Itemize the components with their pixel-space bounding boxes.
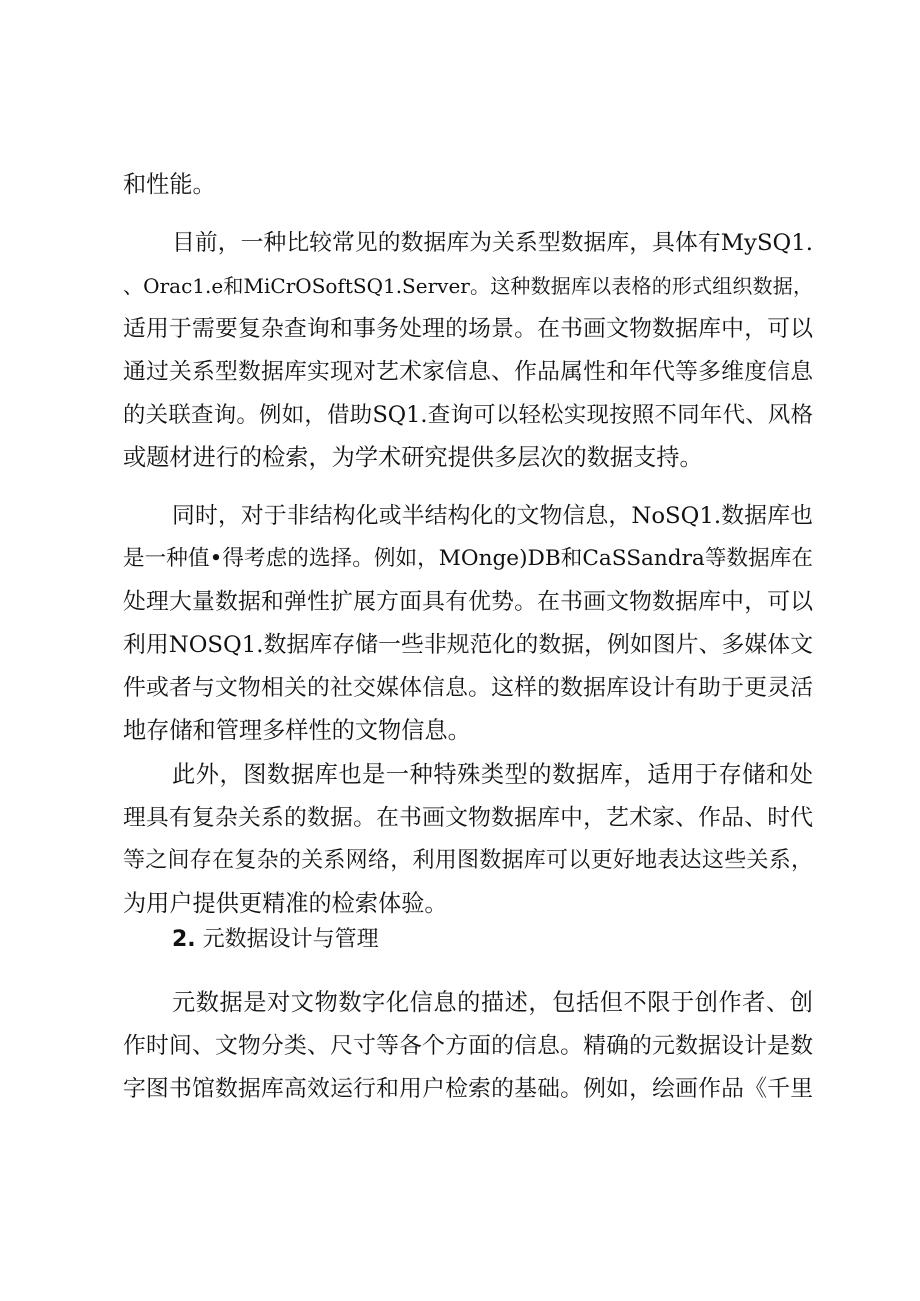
paragraph-line: 处理大量数据和弹性扩展方面具有优势。在书画文物数据库中，可以 [123,589,813,615]
section-number: 2. [172,927,196,952]
paragraph-line: 字图书馆数据库高效运行和用户检索的基础。例如，绘画作品《千里 [123,1076,813,1102]
paragraph-line: 元数据是对文物数字化信息的描述，包括但不限于创作者、创 [172,989,813,1016]
paragraph-line: 地存储和管理多样性的文物信息。 [123,717,471,744]
paragraph-line: 是一种值•得考虑的选择。例如，MOnge)DB和CaSSandra等数据库在 [123,546,813,571]
paragraph-line: 适用于需要复杂查询和事务处理的场景。在书画文物数据库中，可以 [123,316,813,342]
section-title: 元数据设计与管理 [202,927,379,952]
paragraph-line: 或题材进行的检索，为学术研究提供多层次的数据支持。 [123,444,703,471]
paragraph-line: 此外，图数据库也是一种特殊类型的数据库，适用于存储和处 [172,761,813,788]
paragraph-line: 目前，一种比较常见的数据库为关系型数据库，具体有MySQ1. [172,230,813,256]
paragraph-line: 和性能。 [123,171,216,198]
paragraph-line: 等之间存在复杂的关系网络，利用图数据库可以更好地表达这些关系， [123,848,813,873]
paragraph-line: 件或者与文物相关的社交媒体信息。这样的数据库设计有助于更灵活 [123,675,813,701]
paragraph-line: 的关联查询。例如，借助SQ1.查询可以轻松实现按照不同年代、风格 [123,402,813,428]
paragraph-line: 、Orac1.e和MiCrOSoftSQ1.Server。这种数据库以表格的形式组织数据， [123,274,813,298]
paragraph-line: 理具有复杂关系的数据。在书画文物数据库中，艺术家、作品、时代 [123,805,813,831]
paragraph-line: 同时，对于非结构化或半结构化的文物信息，NoSQ1.数据库也 [172,503,813,529]
paragraph-line: 为用户提供更精准的检索体验。 [123,890,448,917]
paragraph-line: 利用NOSQ1.数据库存储一些非规范化的数据，例如图片、多媒体文 [123,632,813,658]
paragraph-line: 作时间、文物分类、尺寸等各个方面的信息。精确的元数据设计是数 [123,1033,813,1059]
section-heading [172,920,572,960]
paragraph-line: 通过关系型数据库实现对艺术家信息、作品属性和年代等多维度信息 [123,359,813,385]
